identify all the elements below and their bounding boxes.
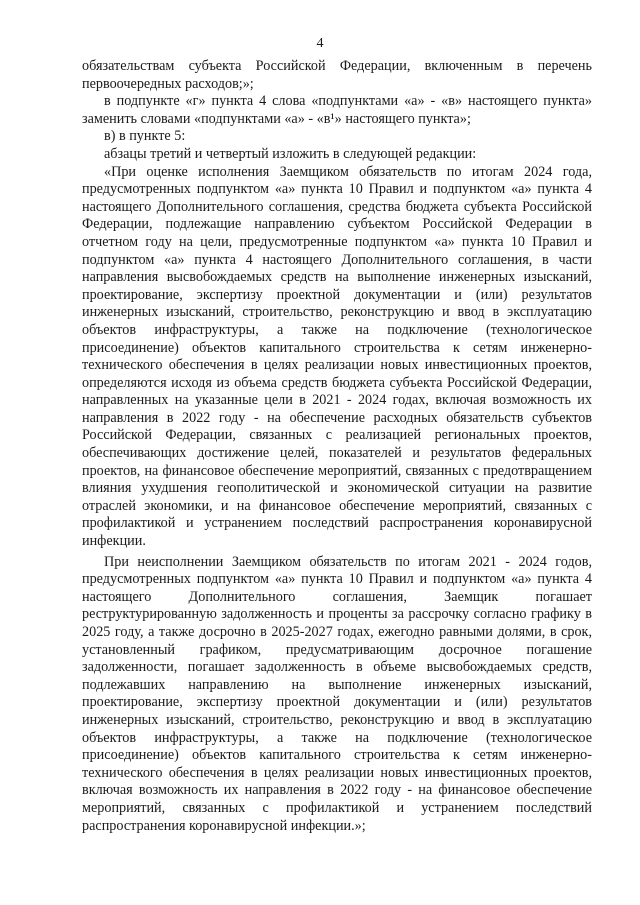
paragraph-4: абзацы третий и четвертый изложить в следующей редакции: (104, 145, 477, 162)
paragraph-2: в подпункте «г» пункта 4 слова «подпунктами «а» - «в» настоящего пункта» заменить словами «подпунктами «а» - «в¹» настоящего пункта»; (82, 93, 592, 127)
document-body (82, 58, 592, 835)
paragraph-5: «При оценке исполнения Заемщиком обязательств по итогам 2024 года, предусмотренных подпунктом «а» пункта 10 Правил и подпунктом «а» пункта 4 настоящего Дополнительного соглашения, средства бюджета субъекта Российской Федерации, подлежащие направлению субъектом Российской Федерации в отчетном году на цели, предусмотренные подпунктом «а» пункта 10 Правил и подпунктом «а» пункта 4 настоящего Дополнительного соглашения, в части направления высвобождаемых средств на выполнение инженерных изысканий, проектирование, экспертизу проектной документации и (или) результатов инженерных изысканий, строительство, реконструкцию и ввод в эксплуатацию объектов инфраструктуры, а также на подключение (технологическое присоединение) объектов капитального строительства к сетям инженерно-технического обеспечения в целях реализации новых инвестиционных проектов, определяются исходя из объема средств бюджета субъекта Российской Федерации, направленных на указанные цели в 2021 - 2024 годах, включая возможность их направления в 2022 году - на обеспечение расходных обязательств субъектов Российской Федерации, связанных с реализацией региональных проектов, обеспечивающих достижение целей, показателей и результатов федеральных проектов, на финансовое обеспечение мероприятий, связанных с предотвращением влияния ухудшения геополитической и экономической ситуации на развитие отраслей экономики, и на финансовое обеспечение мероприятий, связанных с профилактикой и устранением последствий распространения коронавирусной инфекции. (82, 163, 592, 550)
paragraph-6: При неисполнении Заемщиком обязательств по итогам 2021 - 2024 годов, предусмотренных подпунктом «а» пункта 10 Правил и подпунктом «а» пункта 4 настоящего Дополнительного соглашения, Заемщик погашает реструктурированную задолженность и проценты за рассрочку согласно графику в 2025 году, а также досрочно в 2025-2027 годах, ежегодно равными долями, в срок, установленный графиком, предусматривающим досрочное погашение задолженности, погашает задолженность в объеме высвобождаемых средств, подлежавших направлению на выполнение инженерных изысканий, проектирование, экспертизу проектной документации и (или) результатов инженерных изысканий, строительство, реконструкцию и ввод в эксплуатацию объектов инфраструктуры, а также на подключение (технологическое присоединение) объектов капитального строительства к сетям инженерно-технического обеспечения в целях реализации новых инвестиционных проектов, включая возможность их направления в 2022 году - на финансовое обеспечение мероприятий, связанных с профилактикой и устранением последствий распространения коронавирусной инфекции.»; (82, 553, 592, 834)
paragraph-1: обязательствам субъекта Российской Федерации, включенным в перечень первоочередных расходов;»; (82, 58, 592, 92)
page-number: 4 (316, 36, 324, 51)
paragraph-3: в) в пункте 5: (104, 128, 186, 145)
